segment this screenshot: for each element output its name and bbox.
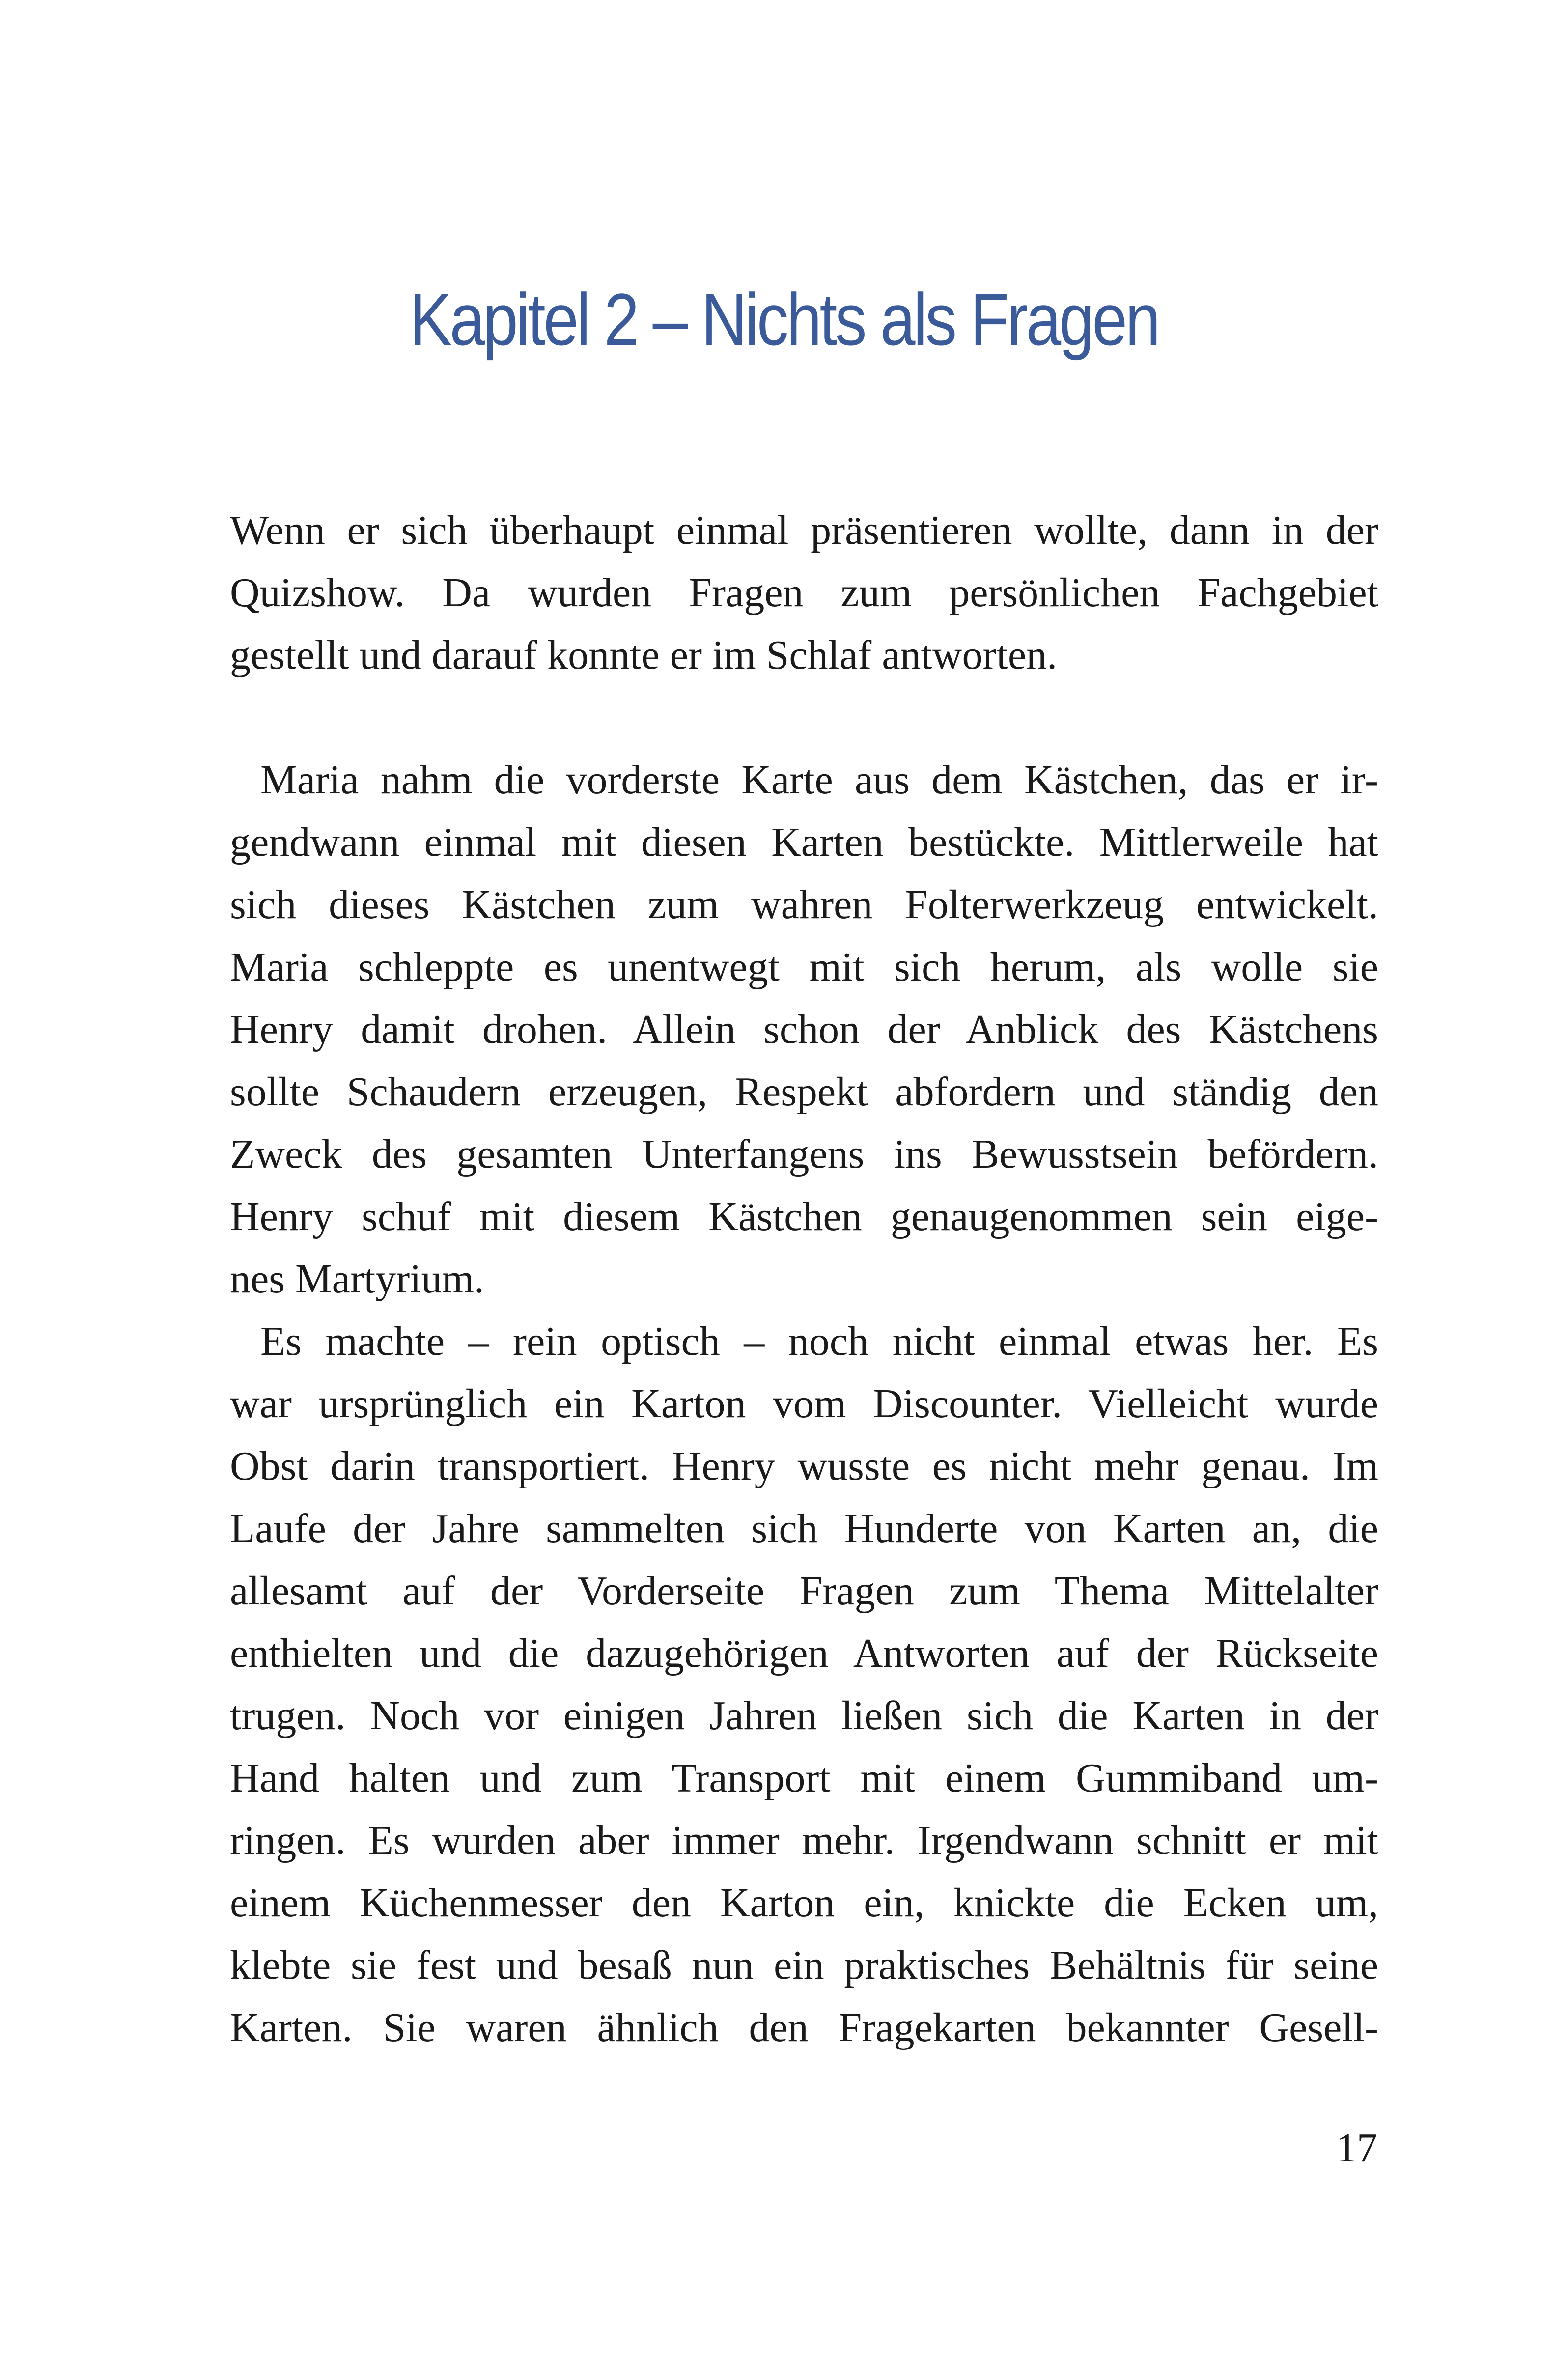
text-line: ringen. Es wurden aber immer mehr. Irgendwann schnitt er mit [230,1818,1378,1863]
text-line: Zweck des gesamten Unterfangens ins Bewusstsein befördern. [230,1131,1378,1177]
paragraph-spacer [230,686,1378,749]
text-line: trugen. Noch vor einigen Jahren ließen sich die Karten in der [230,1693,1378,1739]
text-line: Wenn er sich überhaupt einmal präsentieren wollte, dann in der [230,507,1378,553]
text-line: Laufe der Jahre sammelten sich Hunderte von Karten an, die [230,1506,1378,1551]
text-line: Hand halten und zum Transport mit einem Gummiband um- [230,1755,1378,1801]
text-line: Karten. Sie waren ähnlich den Fragekarten bekannter Gesell- [230,2005,1378,2050]
text-line: Obst darin transportiert. Henry wusste es nicht mehr genau. Im [230,1443,1378,1489]
text-line: klebte sie fest und besaß nun ein praktisches Behältnis für seine [230,1942,1378,1988]
paragraph-1 [230,499,1378,686]
page-number: 17 [1336,2125,1377,2171]
text-line: Maria schleppte es unentwegt mit sich herum, als wolle sie [230,944,1378,990]
text-line: war ursprünglich ein Karton vom Discounter. Vielleicht wurde [230,1381,1378,1427]
text-line: Quizshow. Da wurden Fragen zum persönlichen Fachgebiet [230,570,1378,616]
text-line: sollte Schaudern erzeugen, Respekt abfordern und ständig den [230,1069,1378,1115]
chapter-body [230,499,1378,2059]
text-line: nes Martyrium. [230,1256,484,1302]
text-line: gestellt und darauf konnte er im Schlaf antworten. [230,632,1058,678]
text-line: Henry damit drohen. Allein schon der Anblick des Kästchens [230,1007,1378,1052]
text-line: Es machte – rein optisch – noch nicht einmal etwas her. Es [260,1319,1378,1364]
paragraph-3 [230,1310,1378,2059]
text-line: Henry schuf mit diesem Kästchen genaugenommen sein eige- [230,1194,1378,1239]
paragraph-2 [230,749,1378,1310]
text-line: Maria nahm die vorderste Karte aus dem Kästchen, das er ir- [260,757,1378,803]
text-line: sich dieses Kästchen zum wahren Folterwerkzeug entwickelt. [230,882,1378,927]
text-line: einem Küchenmesser den Karton ein, knickte die Ecken um, [230,1880,1378,1926]
text-line: gendwann einmal mit diesen Karten bestückte. Mittlerweile hat [230,819,1378,865]
text-line: allesamt auf der Vorderseite Fragen zum Thema Mittelalter [230,1568,1378,1614]
text-line: enthielten und die dazugehörigen Antworten auf der Rückseite [230,1630,1378,1676]
chapter-title: Kapitel 2 – Nichts als Fragen [409,278,1159,361]
